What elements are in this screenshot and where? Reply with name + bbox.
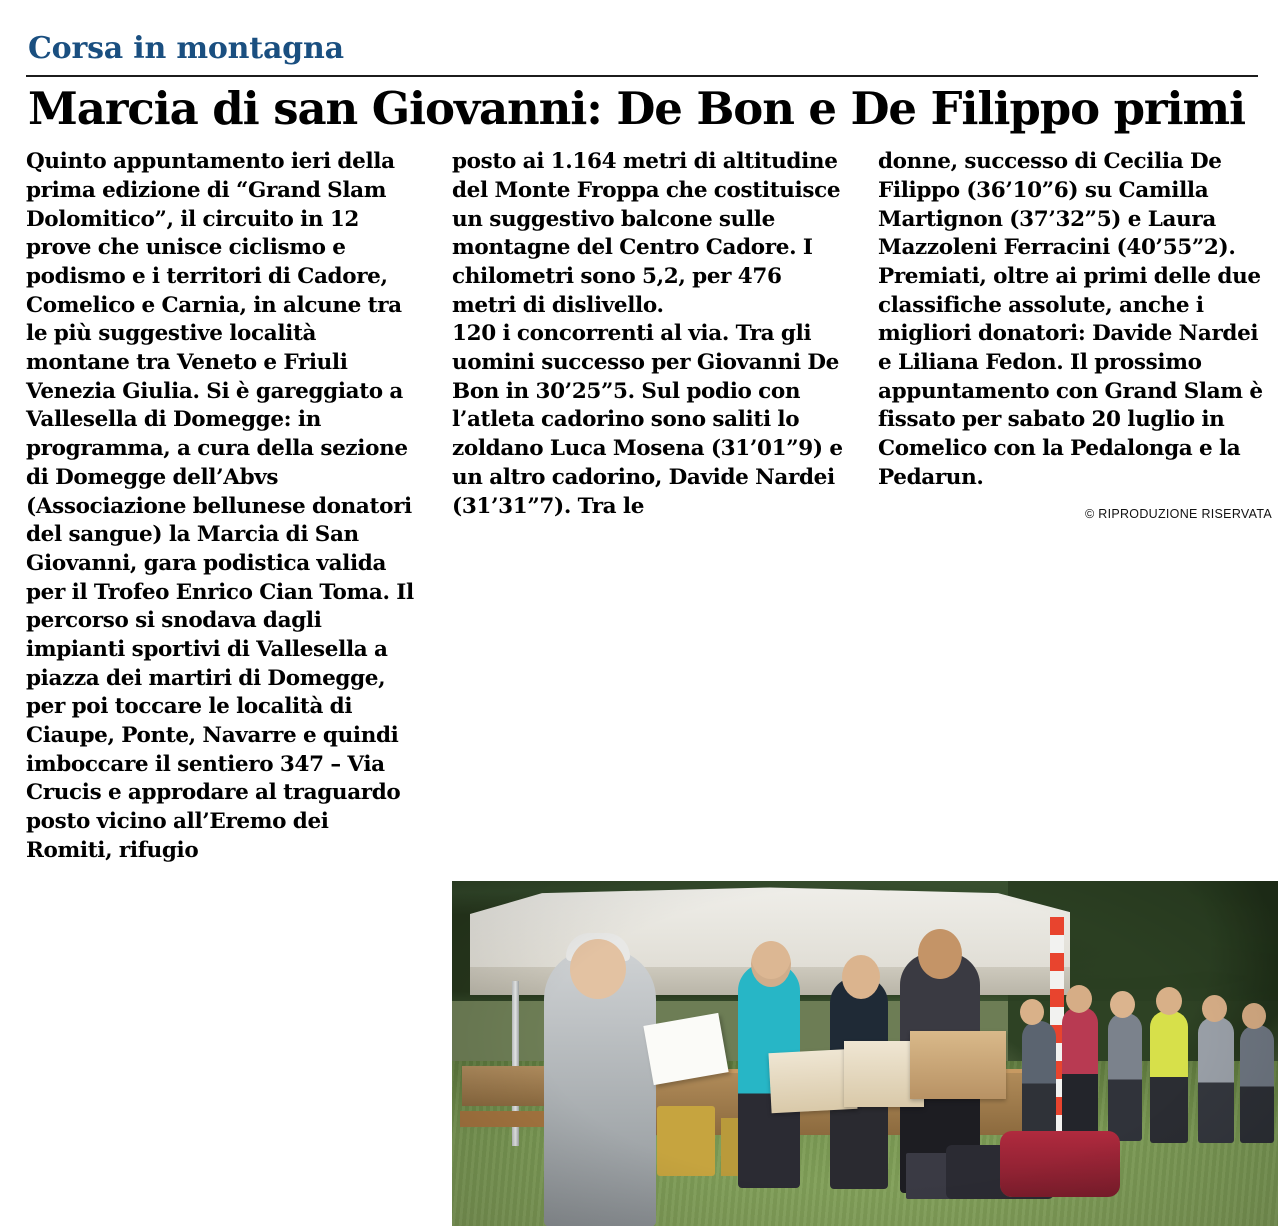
- copyright-notice: © RIPRODUZIONE RISERVATA: [1084, 506, 1272, 521]
- paragraph: posto ai 1.164 metri di altitudine del Monte Froppa che costituisce un suggestivo balcone sulle montagne del Centro Cadore. I chilometri sono 5,2, per 476 metri di dislivello.: [452, 149, 841, 318]
- article-column-1: [26, 148, 420, 865]
- paragraph: Quinto appuntamento ieri della prima edizione di “Grand Slam Dolomitico”, il circuito in 12 prove che unisce ciclismo e podismo e i territori di Cadore, Comelico e Carnia, in alcune tra le più suggestive località montane tra Veneto e Friuli Venezia Giulia. Si è gareggiato a Vallesella di Domegge: in programma, a cura della sezione di Domegge dell’Abvs (Associazione bellunese donatori del sangue) la Marcia di San Giovanni, gara podistica valida per il Trofeo Enrico Cian Toma. Il percorso si snodava dagli impianti sportivi di Vallesella a piazza dei martiri di Domegge, per poi toccare le località di Ciaupe, Ponte, Navarre e quindi imboccare il sentiero 347 – Via Crucis e approdare al traguardo posto vicino all’Eremo dei Romiti, rifugio: [26, 149, 414, 863]
- photo-backpacks: [1000, 1131, 1120, 1197]
- photo-spectator: [1108, 1013, 1142, 1141]
- article-column-2: [452, 148, 846, 521]
- photo-chair: [657, 1106, 715, 1176]
- article-kicker: Corsa in montagna: [28, 31, 344, 66]
- paragraph: Premiati, oltre ai primi delle due classifiche assolute, anche i migliori donatori: Davide Nardei e Liliana Fedon. Il prossimo appuntamento con Grand Slam è fissato per sabato 20 luglio in Comelico con la Pedalonga e la Pedarun.: [878, 264, 1263, 490]
- photo-spectator: [1150, 1011, 1188, 1143]
- kicker-divider: [26, 75, 1258, 77]
- article-column-3: [878, 148, 1272, 520]
- article-columns: [26, 148, 1272, 865]
- photo-prize-box: [910, 1031, 1006, 1099]
- photo-spectator: [1198, 1017, 1234, 1143]
- paragraph: 120 i concorrenti al via. Tra gli uomini successo per Giovanni De Bon in 30’25”5. Sul podio con l’atleta cadorino sono saliti lo zoldano Luca Mosena (31’01”9) e un altro cadorino, Davide Nardei (31’31”7). Tra le: [452, 321, 843, 519]
- page-title: Marcia di san Giovanni: De Bon e De Filippo primi: [28, 82, 1246, 135]
- photo-spectator: [1022, 1021, 1056, 1141]
- paragraph: donne, successo di Cecilia De Filippo (36’10”6) su Camilla Martignon (37’32”5) e Laura Mazzoleni Ferracini (40’55”2).: [878, 149, 1236, 261]
- photo-content: [452, 881, 1278, 1226]
- photo-spectator: [1062, 1007, 1098, 1141]
- article-photo: [452, 881, 1278, 1226]
- photo-spectator: [1240, 1025, 1274, 1143]
